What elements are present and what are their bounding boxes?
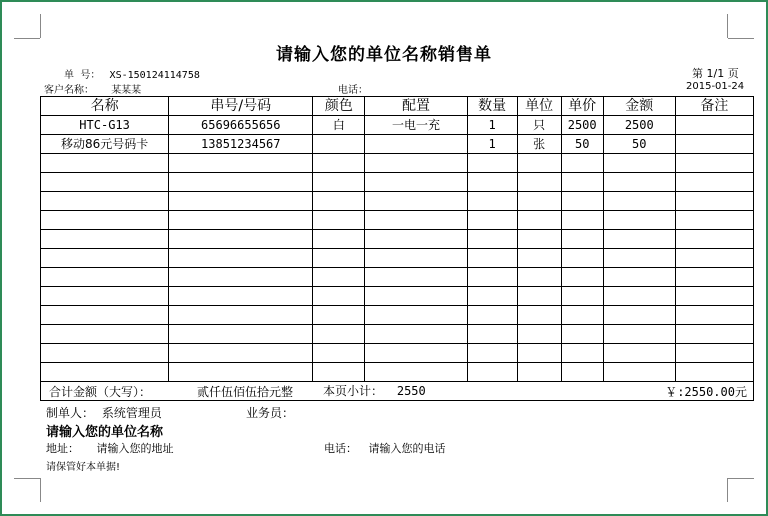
maker-label: 制单人： bbox=[46, 406, 95, 420]
order-number-row bbox=[64, 66, 200, 81]
crop-mark-top-left-h bbox=[14, 38, 40, 39]
cell-config: 一电一充 bbox=[365, 116, 467, 135]
table-row bbox=[41, 135, 754, 154]
cell-amount: 50 bbox=[603, 135, 675, 154]
cell-amount: 2500 bbox=[603, 116, 675, 135]
cell-unit: 只 bbox=[517, 116, 561, 135]
crop-mark-bottom-left-h bbox=[14, 478, 40, 479]
maker-name: 系统管理员 bbox=[101, 406, 162, 420]
table-row bbox=[41, 116, 754, 135]
keep-receipt-note: 请保管好本单据! bbox=[46, 462, 121, 473]
cell-unit-price: 50 bbox=[561, 135, 603, 154]
header-remarks: 备注 bbox=[675, 97, 753, 116]
empty-row bbox=[41, 230, 754, 249]
tel-row bbox=[324, 440, 446, 456]
cell-serial: 13851234567 bbox=[169, 135, 313, 154]
customer-label: 客户名称： bbox=[44, 85, 94, 96]
header-quantity: 数量 bbox=[467, 97, 517, 116]
customer-row bbox=[44, 81, 141, 96]
tel-value: 请输入您的电话 bbox=[368, 442, 446, 455]
table-header-row bbox=[41, 97, 754, 116]
header-unit-price: 单价 bbox=[561, 97, 603, 116]
order-date: 2015-01-24 bbox=[686, 81, 745, 92]
page-indicator: 第 1/1 页 bbox=[692, 67, 739, 80]
cell-unit: 张 bbox=[517, 135, 561, 154]
header-name: 名称 bbox=[41, 97, 169, 116]
address-value: 请输入您的地址 bbox=[96, 442, 174, 455]
empty-row bbox=[41, 287, 754, 306]
cell-config bbox=[365, 135, 467, 154]
empty-row bbox=[41, 173, 754, 192]
empty-row bbox=[41, 211, 754, 230]
crop-mark-top-right-v bbox=[727, 14, 728, 38]
empty-row bbox=[41, 363, 754, 382]
header-amount: 金额 bbox=[603, 97, 675, 116]
subtotal-value: 2550 bbox=[396, 384, 426, 398]
header-color: 颜色 bbox=[313, 97, 365, 116]
address-row bbox=[46, 440, 174, 456]
maker-row bbox=[46, 404, 162, 421]
company-name: 请输入您的单位名称 bbox=[46, 425, 164, 440]
crop-mark-bottom-right-v bbox=[727, 478, 728, 502]
cell-serial: 65696655656 bbox=[169, 116, 313, 135]
empty-row bbox=[41, 249, 754, 268]
cell-remarks bbox=[675, 116, 753, 135]
empty-row bbox=[41, 192, 754, 211]
crop-mark-bottom-left-v bbox=[40, 478, 41, 502]
header-unit: 单位 bbox=[517, 97, 561, 116]
crop-mark-bottom-right-h bbox=[728, 478, 754, 479]
sales-table bbox=[40, 96, 754, 401]
cell-color bbox=[313, 135, 365, 154]
empty-row bbox=[41, 344, 754, 363]
header-config: 配置 bbox=[365, 97, 467, 116]
cell-name: HTC-G13 bbox=[41, 116, 169, 135]
document-title: 请输入您的单位名称销售单 bbox=[276, 45, 492, 65]
tel-label: 电话： bbox=[324, 442, 357, 455]
total-numeric-value: ￥:2550.00元 bbox=[665, 385, 747, 399]
phone-label: 电话： bbox=[338, 85, 368, 96]
total-words-label: 合计金额（大写）： bbox=[49, 385, 152, 399]
empty-row bbox=[41, 268, 754, 287]
address-label: 地址： bbox=[46, 442, 79, 455]
empty-row bbox=[41, 325, 754, 344]
cell-unit-price: 2500 bbox=[561, 116, 603, 135]
crop-mark-top-right-h bbox=[728, 38, 754, 39]
cell-name: 移动86元号码卡 bbox=[41, 135, 169, 154]
empty-row bbox=[41, 306, 754, 325]
grand-total-bar bbox=[40, 381, 754, 401]
order-number-label: 单 号： bbox=[64, 70, 101, 81]
header-serial: 串号/号码 bbox=[169, 97, 313, 116]
salesperson-label: 业务员： bbox=[246, 406, 295, 420]
cell-quantity: 1 bbox=[467, 135, 517, 154]
cell-quantity: 1 bbox=[467, 116, 517, 135]
order-number: XS-150124114758 bbox=[109, 70, 200, 81]
total-words-value: 贰仟伍佰伍拾元整 bbox=[197, 385, 294, 399]
cell-color: 白 bbox=[313, 116, 365, 135]
empty-row bbox=[41, 154, 754, 173]
crop-mark-top-left-v bbox=[40, 14, 41, 38]
customer-name: 某某某 bbox=[111, 85, 142, 96]
subtotal-label: 本页小计： bbox=[323, 384, 384, 398]
phone-row bbox=[338, 81, 368, 96]
cell-remarks bbox=[675, 135, 753, 154]
